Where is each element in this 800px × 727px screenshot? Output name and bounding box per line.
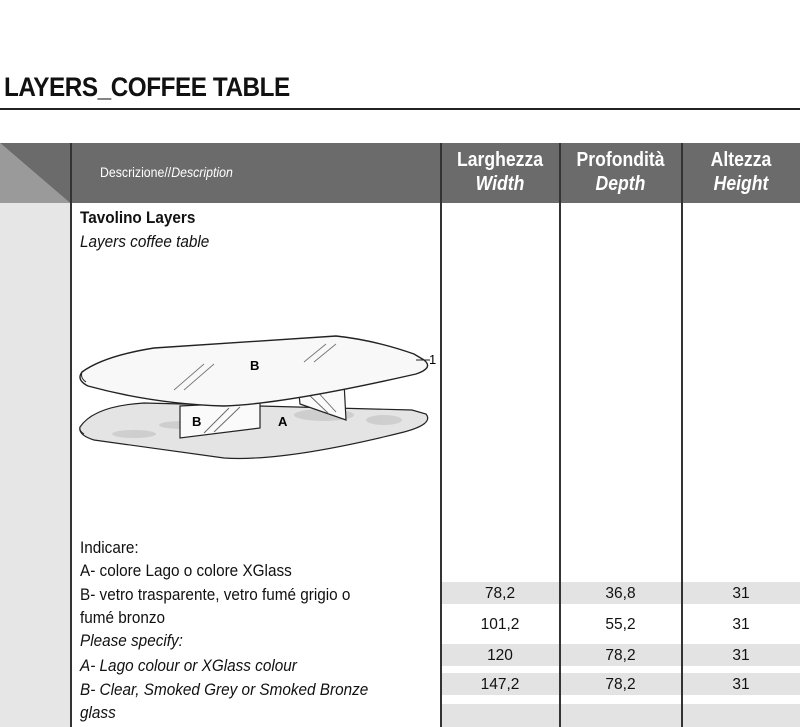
label-leg-a: A — [278, 414, 288, 429]
notes-indicare: Indicare: — [80, 538, 139, 557]
row4-width: 147,2 — [480, 676, 520, 693]
row4-height: 31 — [732, 676, 750, 693]
label-leg-b: B — [192, 414, 202, 429]
corner-wedge — [0, 143, 70, 203]
notes-a-it: A- colore Lago o colore XGlass — [80, 561, 292, 580]
row1-height: 31 — [732, 585, 750, 602]
table-row-band — [441, 704, 800, 727]
header-height: Altezza Height — [710, 149, 772, 195]
row1-width: 78,2 — [484, 585, 516, 602]
row4-depth: 78,2 — [605, 676, 636, 693]
row3-depth: 78,2 — [605, 647, 636, 664]
left-margin-column — [0, 143, 70, 727]
callout-1: 1 — [429, 352, 437, 367]
header-width: Larghezza Width — [456, 149, 544, 195]
column-divider — [559, 143, 561, 727]
row2-width: 101,2 — [480, 616, 520, 633]
column-divider — [440, 143, 442, 727]
row3-height: 31 — [732, 647, 750, 664]
product-name-en: Layers coffee table — [80, 232, 210, 251]
title-divider — [0, 108, 800, 110]
notes-b-en-2: glass — [80, 703, 116, 722]
column-divider — [70, 143, 72, 727]
product-name-it: Tavolino Layers — [80, 208, 196, 227]
row2-depth: 55,2 — [605, 616, 636, 633]
notes-b-it-2: fumé bronzo — [80, 608, 166, 627]
notes-b-it-1: B- vetro trasparente, vetro fumé grigio o — [80, 585, 351, 604]
notes-please: Please specify: — [80, 631, 183, 650]
row3-width: 120 — [487, 647, 513, 664]
row2-height: 31 — [732, 616, 750, 633]
label-top-b: B — [250, 358, 260, 373]
notes-a-en: A- Lago colour or XGlass colour — [80, 656, 297, 675]
header-depth: Profondità Depth — [576, 149, 665, 195]
row1-depth: 36,8 — [605, 585, 636, 602]
notes-b-en-1: B- Clear, Smoked Grey or Smoked Bronze — [80, 680, 369, 699]
coffee-table-drawing — [74, 330, 440, 460]
header-description: Descrizione//Description — [100, 164, 233, 180]
column-divider — [681, 143, 683, 727]
page-title: LAYERS_COFFEE TABLE — [4, 72, 290, 102]
